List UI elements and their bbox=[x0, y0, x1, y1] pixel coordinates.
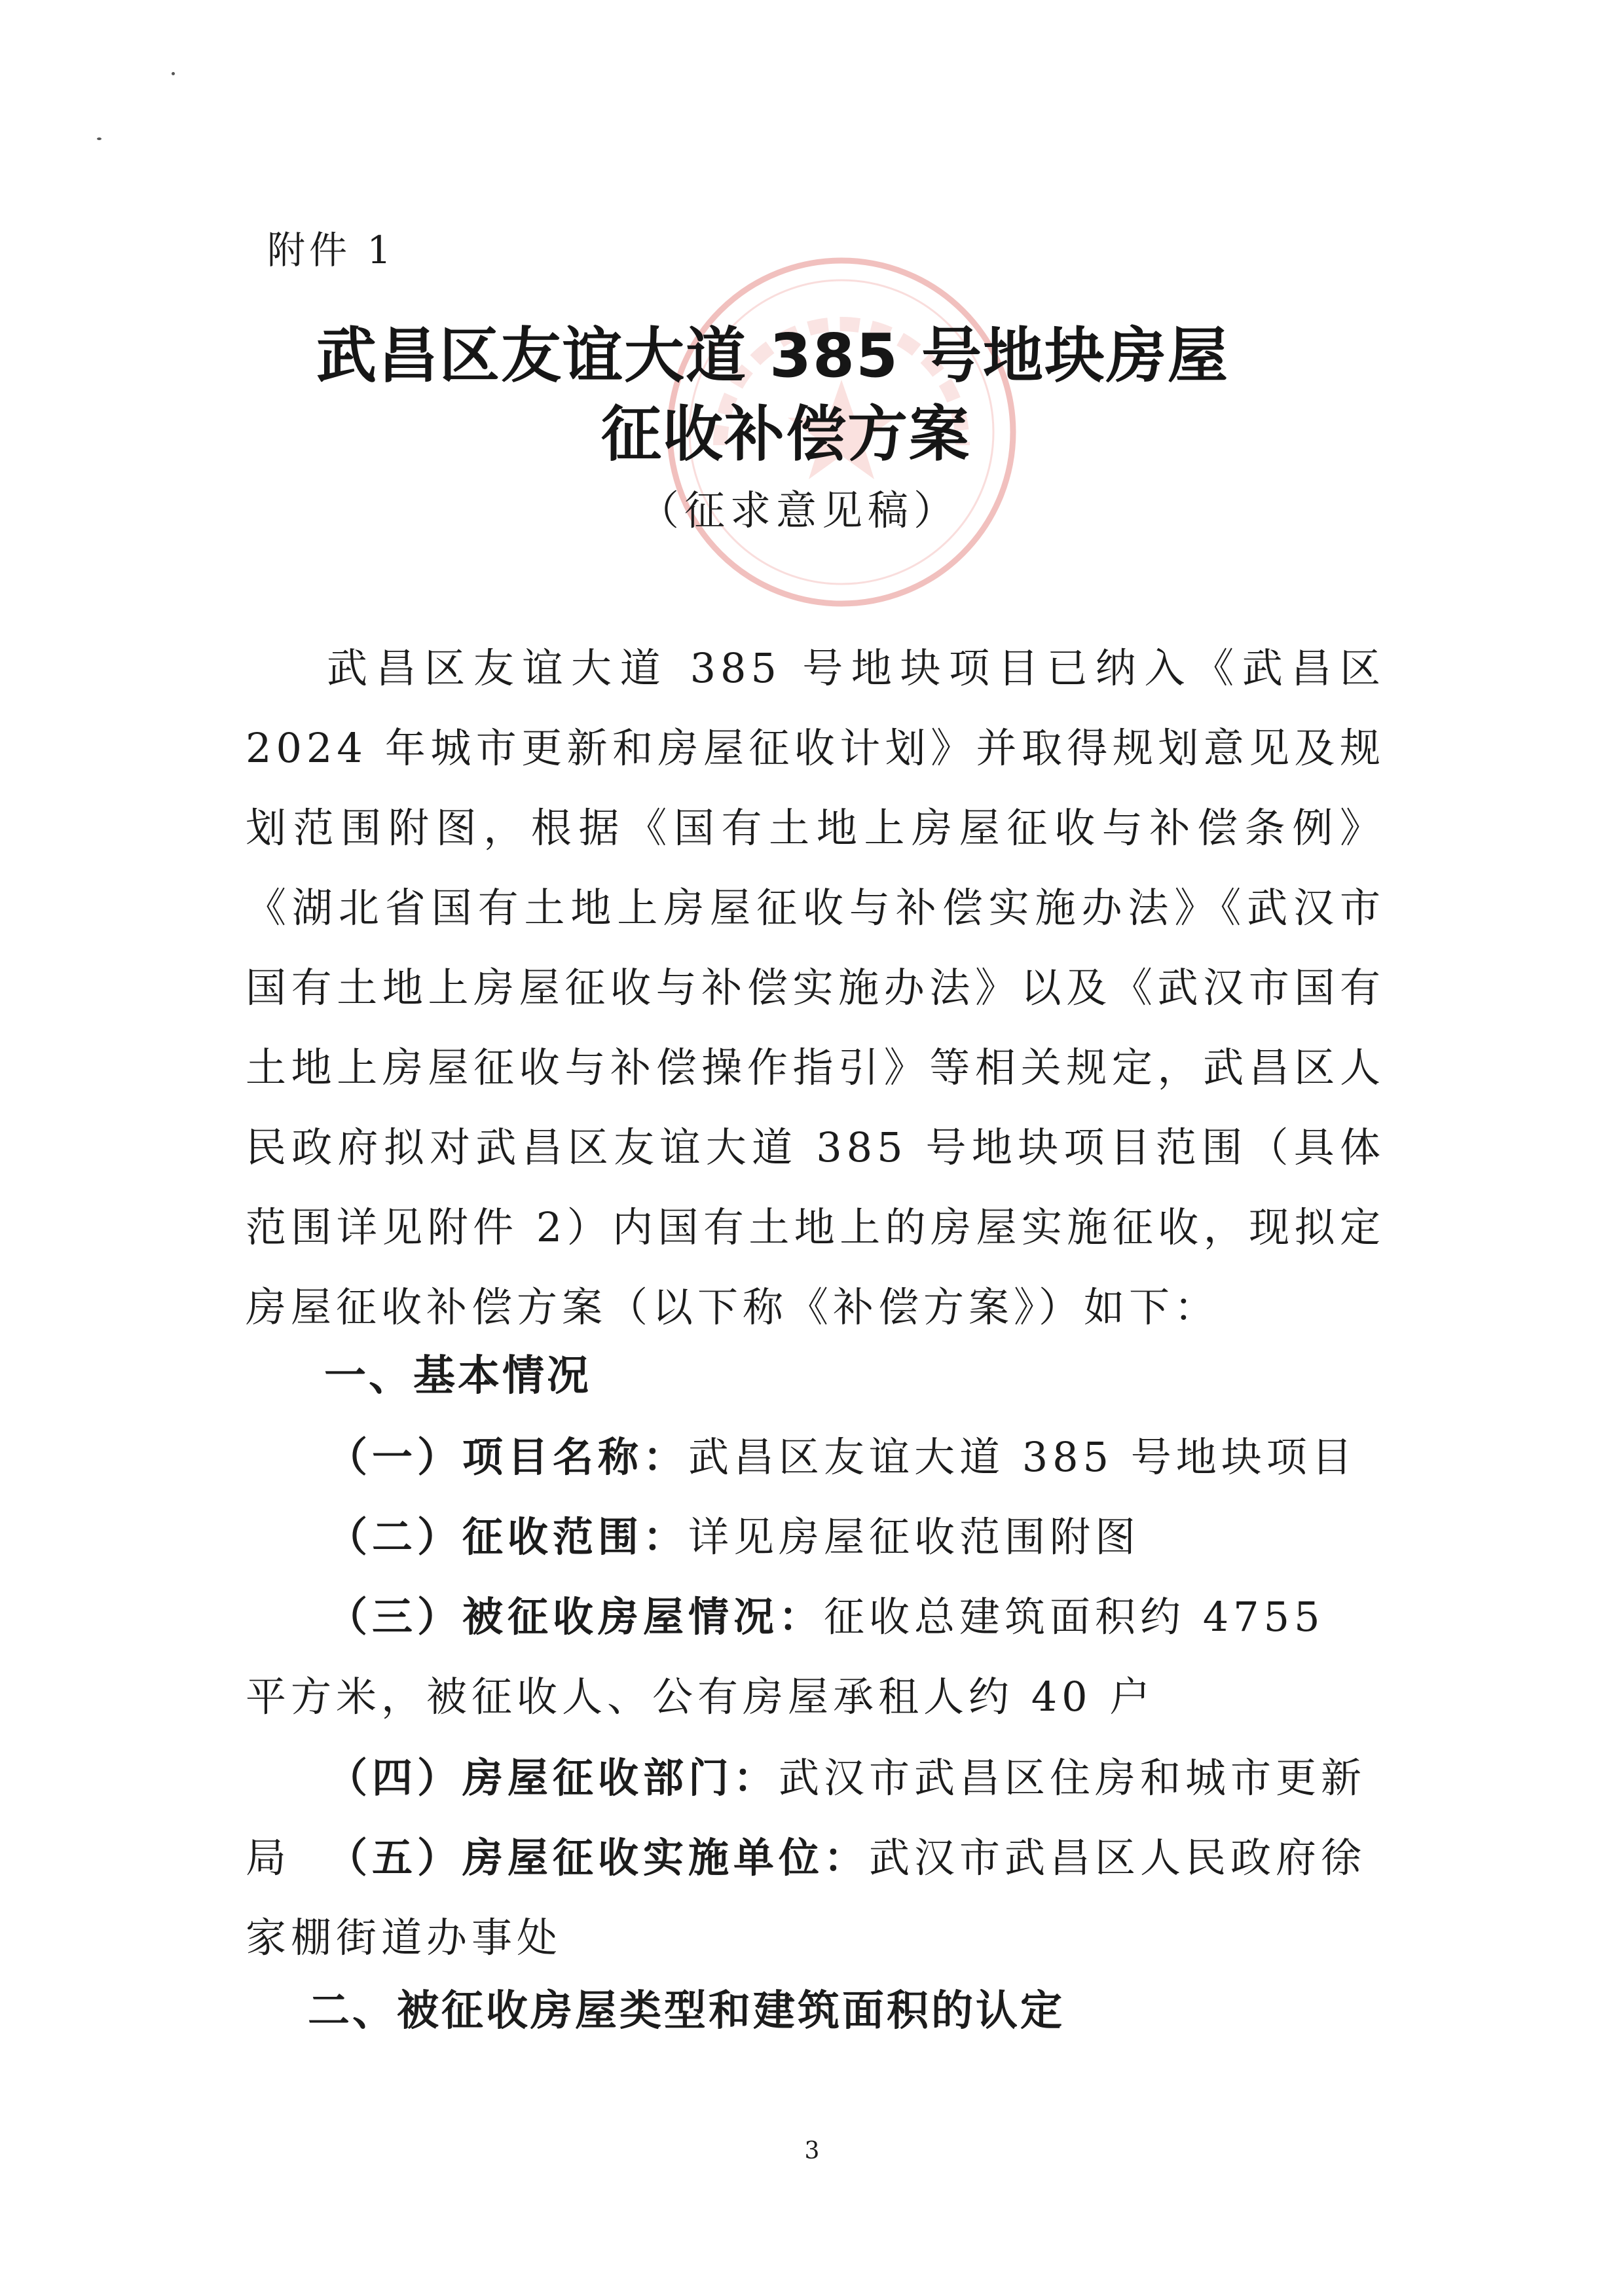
intro-section bbox=[246, 629, 1385, 1347]
scan-speck bbox=[172, 72, 175, 75]
item-label: （四）房屋征收部门： bbox=[327, 1754, 779, 1802]
list-item-implementing-unit bbox=[246, 1818, 1385, 1978]
section-heading-basic-info: 一、基本情况 bbox=[324, 1352, 591, 1400]
scan-speck bbox=[97, 137, 101, 140]
item-label: （五）房屋征收实施单位： bbox=[327, 1834, 870, 1882]
page-number: 3 bbox=[804, 2138, 820, 2164]
item-text: 征收总建筑面积约 4755 平方米，被征收人、公有房屋承租人约 40 户 bbox=[246, 1593, 1325, 1721]
section-heading-house-type: 二、被征收房屋类型和建筑面积的认定 bbox=[308, 1987, 1065, 2035]
item-text: 武汉市武昌区人民政府徐家棚街道办事处 bbox=[246, 1834, 1367, 1961]
intro-paragraph: 武昌区友谊大道 385 号地块项目已纳入《武昌区 2024 年城市更新和房屋征收计划》并取得规划意见及规划范围附图，根据《国有土地上房屋征收与补偿条例》《湖北省国有土地上房屋征收与补偿实施办法》《武汉市国有土地上房屋征收与补偿实施办法》以及《武汉市国有土地上房屋征收与补偿操作指引》等相关规定，武昌区人民政府拟对武昌区友谊大道 385 号地块项目范围（具体范围详见附件 2）内国有土地上的房屋实施征收，现拟定房屋征收补偿方案（以下称《补偿方案》）如下： bbox=[246, 644, 1385, 1331]
attachment-label: 附件 1 bbox=[267, 228, 396, 272]
list-item-scope bbox=[246, 1497, 1385, 1577]
list-item-house-status bbox=[246, 1577, 1385, 1737]
item-text: 武昌区友谊大道 385 号地块项目 bbox=[688, 1433, 1357, 1481]
item-label: （三）被征收房屋情况： bbox=[327, 1593, 824, 1641]
item-text: 详见房屋征收范围附图 bbox=[688, 1513, 1141, 1561]
item-label: （二）征收范围： bbox=[327, 1513, 689, 1561]
document-subtitle: （征求意见稿） bbox=[638, 486, 959, 534]
document-title-line1: 武昌区友谊大道 385 号地块房屋 bbox=[316, 321, 1230, 391]
item-label: （一）项目名称： bbox=[327, 1433, 689, 1481]
document-title-line2: 征收补偿方案 bbox=[600, 399, 970, 469]
list-item-project-name bbox=[246, 1417, 1385, 1497]
item-text: 武汉市武昌区住房和城市更新局 bbox=[246, 1754, 1367, 1882]
